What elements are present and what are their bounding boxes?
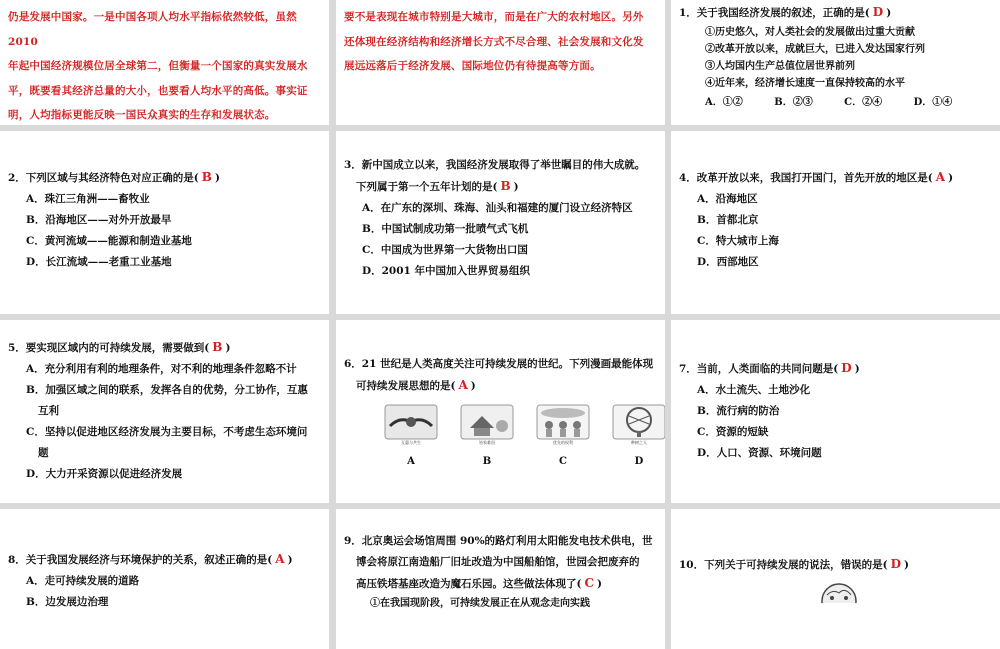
explanation-text [8, 5, 321, 125]
answer-letter: B [500, 179, 511, 193]
question-10 [679, 554, 992, 576]
question-stem-line: 3．新中国成立以来，我国经济发展取得了举世瞩目的伟大成就。 [344, 159, 646, 171]
answer-letter: A [275, 552, 285, 566]
slide-question-2 [0, 131, 329, 314]
answer-letter: C [584, 576, 595, 590]
question-6 [344, 354, 657, 397]
tree-icon [612, 404, 665, 440]
explanation-line: 年起中国经济规模位居全球第二，但衡量一个国家的真实发展水 [8, 60, 308, 72]
cartoon-tree [612, 404, 665, 448]
stem-close: ) [214, 172, 220, 184]
question-stem [344, 573, 657, 595]
option-a: A．水土流失、土地沙化 [697, 384, 811, 396]
stem-text: 可持续发展思想的是( [356, 380, 456, 392]
option-d: D．2001 年中国加入世界贸易组织 [362, 265, 530, 277]
answer-letter: A [458, 378, 468, 392]
slide-question-10 [671, 509, 1000, 649]
question-stem [8, 167, 321, 189]
option-c: C．坚持以促进地区经济发展为主要目标，不考虑生态环境问 [26, 426, 308, 438]
statement-item: ④近年来，经济增长速度一直保持较高的水平 [705, 78, 905, 89]
option-a: A．沿海地区 [697, 193, 758, 205]
statement-item: ①历史悠久，对人类社会的发展做出过重大贡献 [705, 27, 915, 38]
cartoon-caption: 互惠与共生 [401, 440, 421, 445]
explanation-line: 要不是表现在城市特别是大城市，而是在广大的农村地区。另外 [344, 11, 644, 23]
cartoon-label: D [634, 456, 644, 467]
cartoon-handshake [384, 404, 438, 448]
answer-letter: D [872, 5, 884, 19]
stem-text: 高压铁塔基座改造为魔石乐园。这些做法体现了( [356, 578, 582, 590]
statement-item: ②改革开放以来，成就巨大，已进入发达国家行列 [705, 44, 925, 55]
question-stem [679, 2, 992, 24]
slide-top-middle [336, 0, 665, 125]
option-a: A．充分利用有利的地理条件，对不利的地理条件忽略不计 [26, 363, 297, 375]
cartoon-home [460, 404, 514, 448]
option-b: B．沿海地区——对外开放最早 [26, 214, 172, 226]
explanation-line: 平，既要看其经济总量的大小，也要看人均水平的高低。事实证 [8, 84, 308, 97]
explanation-line: 明，人均指标更能反映一国民众真实的生存和发展状态。 [8, 109, 276, 121]
cartoon-label: B [482, 456, 492, 467]
explanation-line: 还体现在经济结构和经济增长方式不尽合理、社会发展和文化发 [344, 35, 644, 48]
house-icon [460, 404, 514, 440]
option-b: B．中国试制成功第一批喷气式飞机 [362, 223, 529, 235]
option-b-continued: 互利 [38, 405, 59, 417]
option-b: B．流行病的防治 [697, 405, 780, 417]
slide-question-6 [336, 320, 665, 503]
question-4 [679, 167, 992, 273]
option-c: C．资源的短缺 [697, 426, 769, 438]
stem-close: ) [513, 181, 519, 193]
answer-letter: D [890, 557, 901, 571]
stem-close: ) [225, 342, 231, 354]
option-c: C．黄河流域——能源和制造业基地 [26, 235, 192, 247]
option-d: D．长江流域——老重工业基地 [26, 256, 172, 268]
question-7 [679, 358, 992, 464]
explanation-text [344, 5, 657, 79]
statement-item: ①在我国现阶段，可持续发展正在从观念走向实践 [370, 598, 590, 609]
choice-row: A．①② B．②③ C．②④ D．①④ [705, 97, 953, 108]
stem-close: ) [886, 7, 892, 19]
slide-question-9 [336, 509, 665, 649]
question-stem [679, 167, 992, 189]
handshake-icon [384, 404, 438, 440]
stem-text: 1．关于我国经济发展的叙述，正确的是( [679, 7, 870, 19]
answer-letter: B [212, 340, 223, 354]
stem-close: ) [287, 554, 293, 566]
stem-close: ) [948, 172, 954, 184]
stem-text: 8．关于我国发展经济与环境保护的关系，叙述正确的是( [8, 554, 273, 566]
option-a: A．珠江三角洲——畜牧业 [26, 193, 150, 205]
slide-question-1 [671, 0, 1000, 125]
answer-letter: B [201, 170, 212, 184]
stem-close: ) [470, 380, 476, 392]
slide-question-7 [671, 320, 1000, 503]
question-5 [8, 337, 321, 485]
stem-text: 10．下列关于可持续发展的说法，错误的是( [679, 559, 888, 571]
stem-close: ) [904, 559, 909, 571]
answer-letter: A [935, 170, 946, 184]
slide-question-5 [0, 320, 329, 503]
question-stem-line: 博会将原江南造船厂旧址改造为中国船舶馆，世园会把废弃的 [356, 556, 640, 568]
option-c: C．特大城市上海 [697, 235, 779, 247]
option-d: D．人口、资源、环境问题 [697, 447, 822, 459]
option-c: C．中国成为世界第一大货物出口国 [362, 244, 528, 256]
option-b: B．加强区域之间的联系，发挥各自的优势，分工协作，互惠 [26, 384, 308, 396]
explanation-line: 仍是发展中国家。一是中国各项人均水平指标依然较低，虽然 2010 [8, 11, 297, 48]
answer-letter: D [841, 361, 852, 375]
cartoon-caption: 优先的权利 [553, 440, 573, 445]
statement-item: ③人均国内生产总值位居世界前列 [705, 61, 855, 72]
slide-top-left [0, 0, 329, 125]
stem-text: 2．下列区域与其经济特色对应正确的是( [8, 172, 199, 184]
cartoon-caption: 种树之人 [631, 440, 647, 445]
stem-text: 下列属于第一个五年计划的是( [356, 181, 498, 193]
slide-question-3 [336, 131, 665, 314]
stem-text: 5．要实现区域内的可持续发展，需要做到( [8, 342, 210, 354]
question-2 [8, 167, 321, 273]
slide-question-4 [671, 131, 1000, 314]
stem-text: 4．改革开放以来，我国打开国门，首先开放的地区是( [679, 172, 933, 184]
question-stem-line: 9．北京奥运会场馆周围 90%的路灯利用太阳能发电技术供电，世 [344, 535, 653, 547]
question-stem [344, 176, 657, 198]
option-b: B．首都北京 [697, 214, 759, 226]
question-stem [679, 554, 992, 576]
question-8 [8, 549, 321, 613]
option-d: D．大力开采资源以促进经济发展 [26, 468, 183, 480]
option-d: D．西部地区 [697, 256, 759, 268]
question-stem [344, 375, 657, 397]
option-a: A．走可持续发展的道路 [26, 575, 140, 587]
cartoon-label: A [407, 456, 415, 467]
option-c-continued: 题 [38, 447, 49, 459]
stem-close: ) [597, 578, 602, 590]
stem-close: ) [854, 363, 860, 375]
explanation-line: 展远远落后于经济发展、国际地位仍有待提高等方面。 [344, 60, 601, 72]
cartoon-people [536, 404, 590, 448]
cartoon-caption: 皆家难回 [479, 440, 495, 445]
cartoon-row [376, 404, 645, 468]
question-stem [679, 358, 992, 380]
question-stem-line: 6．21 世纪是人类高度关注可持续发展的世纪。下列漫画最能体现 [344, 358, 654, 370]
question-3 [344, 155, 657, 282]
people-icon [536, 404, 590, 440]
cartoon-label: C [559, 456, 567, 467]
option-a: A．在广东的深圳、珠海、汕头和福建的厦门设立经济特区 [362, 202, 633, 214]
option-b: B．边发展边治理 [26, 596, 109, 608]
stem-text: 7．当前，人类面临的共同问题是( [679, 363, 839, 375]
slide-question-8 [0, 509, 329, 649]
question-stem [8, 337, 321, 359]
question-1 [679, 2, 992, 113]
question-stem [8, 549, 321, 571]
